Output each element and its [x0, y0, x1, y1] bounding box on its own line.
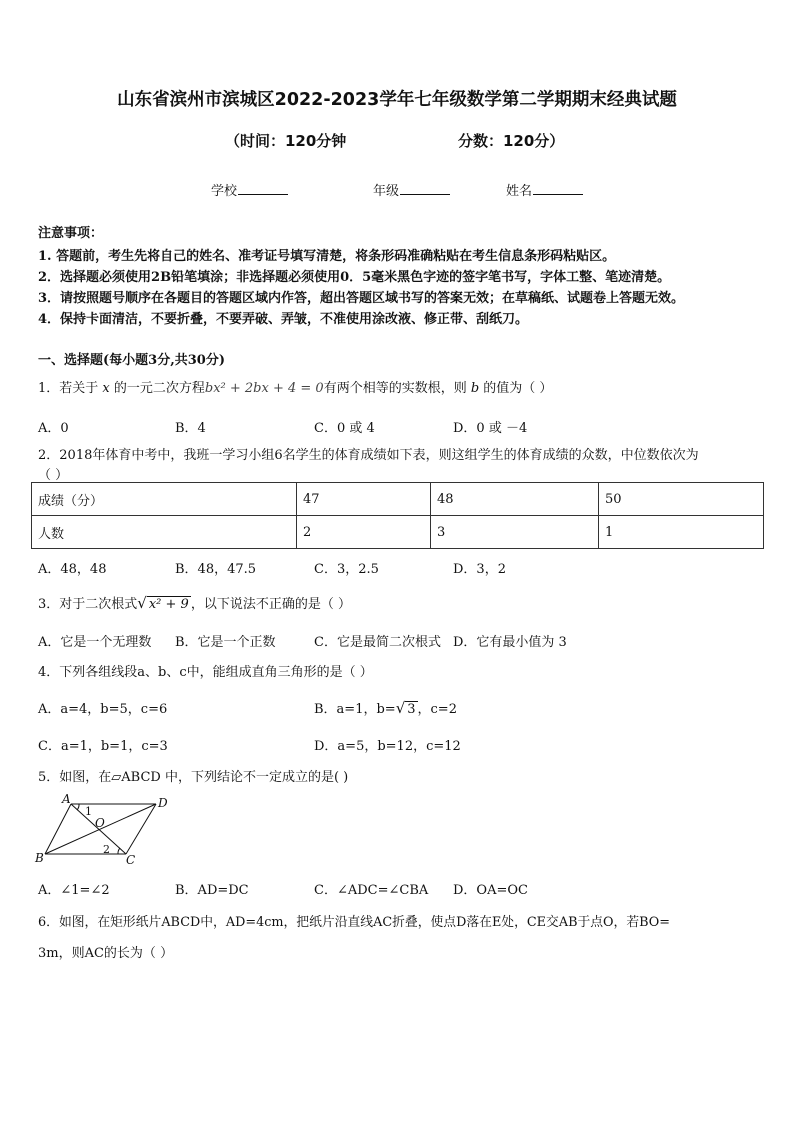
center-label-o: O — [95, 816, 105, 830]
grade-field — [373, 180, 450, 199]
q4-option-c: C．a=1，b=1，c=3 — [38, 739, 168, 754]
notes-heading: 注意事项： — [38, 226, 104, 241]
q4-option-b-pre: B．a=1，b= — [314, 702, 396, 717]
q1-option-d: D．0 或 －4 — [453, 421, 528, 436]
q4-option-a: A．a=4，b=5，c=6 — [38, 702, 168, 717]
q3-option-a: A．它是一个无理数 — [38, 635, 152, 650]
q1-var-b: b — [470, 381, 480, 396]
q2-option-a: A．48，48 — [38, 562, 107, 577]
school-label: 学校 — [211, 184, 238, 199]
name-blank — [533, 182, 583, 195]
question-5: 5．如图，在▱ABCD 中，下列结论不一定成立的是( ) — [38, 770, 349, 785]
angle-1-arc — [77, 804, 79, 810]
question-2-line2: （ ） — [38, 468, 69, 483]
q2-option-b: B．48，47.5 — [175, 562, 257, 577]
exam-time: （时间：120分钟 — [225, 132, 347, 150]
sqrt-sign-icon: √ — [137, 594, 147, 612]
q1-text-end: 的值为（ ） — [479, 381, 553, 396]
q1-text-post: 有两个相等的实数根，则 — [323, 381, 471, 396]
q3-text-pre: 3．对于二次根式 — [38, 597, 138, 612]
exam-score: 分数：120分） — [458, 132, 565, 150]
table-row — [32, 483, 764, 516]
q5-option-c: C．∠ADC=∠CBA — [314, 883, 429, 898]
q5-option-a: A．∠1=∠2 — [38, 883, 110, 898]
question-4: 4．下列各组线段a、b、c中，能组成直角三角形的是（ ） — [38, 665, 373, 680]
vertex-label-d: D — [158, 796, 168, 810]
q5-option-d: D．OA=OC — [453, 883, 528, 898]
question-2: 2．2018年体育中考中，我班一学习小组6名学生的体育成绩如下表，则这组学生的体育成绩的众数，中位数依次为 — [38, 448, 699, 463]
sqrt-sign-icon: √ — [395, 699, 406, 717]
table-cell: 3 — [431, 516, 599, 549]
name-label: 姓名 — [506, 184, 533, 199]
question-6: 6．如图，在矩形纸片ABCD中，AD=4cm，把纸片沿直线AC折叠，使点D落在E处，CE交AB于点O，若BO= — [38, 915, 671, 930]
q1-option-c: C．0 或 4 — [314, 421, 375, 436]
table-cell: 48 — [431, 483, 599, 516]
note-item: 4．保持卡面清洁，不要折叠，不要弄破、弄皱，不准使用涂改液、修正带、刮纸刀。 — [38, 312, 529, 327]
q3-option-d: D．它有最小值为 3 — [453, 635, 567, 650]
q4-option-d: D．a=5，b=12，c=12 — [314, 739, 461, 754]
q1-option-a: A．0 — [38, 421, 69, 436]
grade-blank — [400, 182, 450, 195]
table-cell: 47 — [297, 483, 431, 516]
grade-label: 年级 — [373, 184, 400, 199]
q1-text-pre: 1．若关于 — [38, 381, 103, 396]
q2-option-d: D．3，2 — [453, 562, 506, 577]
page-title: 山东省滨州市滨城区2022-2023学年七年级数学第二学期期末经典试题 — [117, 90, 677, 110]
table-cell: 50 — [599, 483, 764, 516]
name-field — [506, 180, 583, 199]
table-cell: 成绩（分） — [32, 483, 297, 516]
edge-ba — [45, 804, 71, 854]
q5-option-b: B．AD=DC — [175, 883, 249, 898]
q1-equation: bx² + 2bx + 4 = 0 — [204, 381, 324, 396]
q3-option-b: B．它是一个正数 — [175, 635, 276, 650]
question-3 — [38, 593, 351, 612]
vertex-label-a: A — [62, 794, 71, 806]
section-heading: 一、选择题(每小题3分,共30分) — [38, 353, 225, 368]
angle-label-1: 1 — [85, 805, 92, 818]
table-cell: 2 — [297, 516, 431, 549]
q4-option-b-post: ，c=2 — [417, 702, 457, 717]
vertex-label-c: C — [126, 853, 136, 867]
question-1 — [38, 377, 552, 396]
q3-text-post: ，以下说法不正确的是（ ） — [190, 597, 351, 612]
q4-option-b-radicand: 3 — [407, 702, 416, 717]
parallelogram-figure — [34, 794, 174, 870]
q3-option-c: C．它是最简二次根式 — [314, 635, 441, 650]
score-table — [31, 482, 764, 549]
edge-dc — [126, 804, 156, 854]
school-blank — [238, 182, 288, 195]
school-field — [211, 180, 288, 199]
note-item: 2．选择题必须使用2B铅笔填涂；非选择题必须使用0．5毫米黑色字迹的签字笔书写，字体工整、笔迹清楚。 — [38, 270, 671, 285]
q1-text-mid: 的一元二次方程 — [109, 381, 205, 396]
table-row — [32, 516, 764, 549]
note-item: 3．请按照题号顺序在各题目的答题区域内作答，超出答题区域书写的答案无效；在草稿纸、试题卷上答题无效。 — [38, 291, 685, 306]
vertex-label-b: B — [35, 851, 44, 865]
table-cell: 1 — [599, 516, 764, 549]
q1-var-x: x — [102, 381, 110, 396]
q3-radicand: x² + 9 — [148, 597, 189, 612]
table-cell: 人数 — [32, 516, 297, 549]
note-item: 1. 答题前，考生先将自己的姓名、准考证号填写清楚，将条形码准确粘贴在考生信息条形码粘贴区。 — [38, 249, 616, 264]
question-6-line2: 3m，则AC的长为（ ） — [38, 946, 174, 961]
q2-option-c: C．3，2.5 — [314, 562, 379, 577]
angle-2-arc — [118, 848, 120, 854]
q4-option-b — [314, 698, 457, 717]
q1-option-b: B．4 — [175, 421, 206, 436]
angle-label-2: 2 — [103, 843, 110, 856]
